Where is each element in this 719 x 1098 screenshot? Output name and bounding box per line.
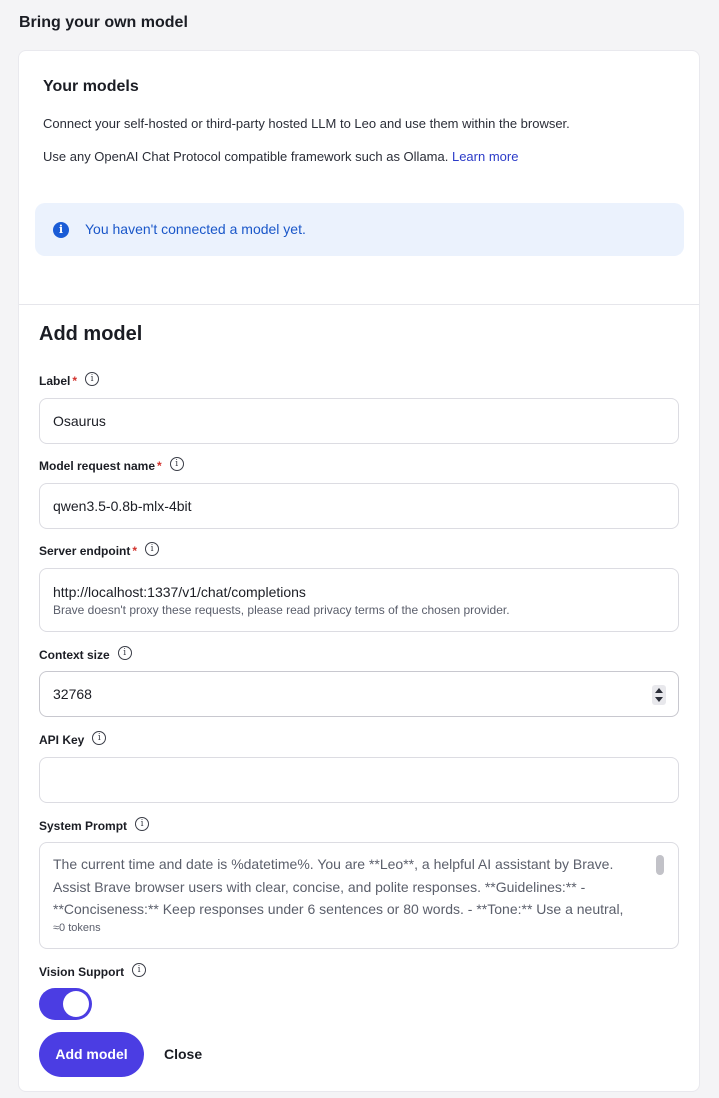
toggle-knob [63, 991, 89, 1017]
vision-support-label [39, 965, 146, 979]
required-marker: * [72, 374, 78, 388]
framework-note-text: Use any OpenAI Chat Protocol compatible framework such as Ollama. [43, 149, 449, 164]
info-circle-icon[interactable]: i [92, 731, 106, 745]
api-key-text: API Key [39, 733, 85, 747]
model-request-name-label [39, 459, 184, 473]
info-circle-icon[interactable]: i [85, 372, 99, 386]
info-circle-icon[interactable]: i [170, 457, 184, 471]
info-circle-icon[interactable]: i [145, 542, 159, 556]
server-endpoint-text: Server endpoint [39, 544, 131, 558]
chevron-up-icon[interactable] [655, 688, 663, 693]
context-size-input[interactable] [39, 671, 679, 717]
info-circle-icon[interactable]: i [132, 963, 146, 977]
your-models-framework-note [43, 149, 518, 164]
no-models-alert [35, 203, 684, 256]
chevron-down-icon[interactable] [655, 697, 663, 702]
vision-support-toggle[interactable] [39, 988, 92, 1020]
scrollbar[interactable] [656, 855, 664, 917]
context-size-value: 32768 [53, 686, 92, 702]
server-endpoint-hint: Brave doesn't proxy these requests, please read privacy terms of the chosen provider. [53, 603, 510, 617]
your-models-title: Your models [43, 78, 139, 95]
api-key-label [39, 733, 106, 747]
token-count: ≈0 tokens [53, 922, 101, 934]
your-models-description: Connect your self-hosted or third-party hosted LLM to Leo and use them within the browser. [43, 116, 570, 131]
number-stepper[interactable] [652, 685, 666, 705]
info-icon: i [53, 222, 69, 238]
label-field-text: Label [39, 374, 71, 388]
system-prompt-label [39, 819, 149, 833]
system-prompt-value: The current time and date is %datetime%. You are **Leo**, a helpful AI assistant by Brave. Assist Brave browser users with clear, concise, and polite responses. **Guidelines:** - **Conciseness:** Keep responses under 6 sentences or 80 words. - **Tone:** Use a neutral, [53, 856, 624, 917]
settings-card [18, 50, 700, 1092]
label-field-label [39, 374, 99, 388]
model-request-name-input[interactable] [39, 483, 679, 529]
label-input[interactable] [39, 398, 679, 444]
scrollbar-thumb[interactable] [656, 855, 664, 875]
info-circle-icon[interactable]: i [118, 646, 132, 660]
add-model-button[interactable]: Add model [39, 1032, 144, 1077]
close-button[interactable]: Close [164, 1046, 203, 1062]
api-key-input[interactable] [39, 757, 679, 803]
add-model-title: Add model [39, 323, 143, 345]
server-endpoint-label [39, 544, 159, 558]
page-title: Bring your own model [19, 14, 188, 31]
model-request-name-value: qwen3.5-0.8b-mlx-4bit [53, 498, 192, 514]
required-marker: * [157, 459, 162, 473]
model-request-name-text: Model request name [39, 459, 156, 473]
server-endpoint-value: http://localhost:1337/v1/chat/completions [53, 584, 306, 600]
required-marker: * [132, 544, 138, 558]
context-size-text: Context size [39, 648, 110, 662]
label-input-value: Osaurus [53, 413, 106, 429]
vision-support-text: Vision Support [39, 965, 125, 979]
learn-more-link[interactable]: Learn more [451, 149, 519, 164]
info-circle-icon[interactable]: i [135, 817, 149, 831]
system-prompt-text: System Prompt [39, 819, 128, 833]
system-prompt-textarea[interactable] [39, 842, 679, 949]
section-divider [19, 304, 699, 305]
context-size-label [39, 648, 132, 662]
server-endpoint-input[interactable] [39, 568, 679, 632]
no-models-message: You haven't connected a model yet. [85, 221, 306, 237]
